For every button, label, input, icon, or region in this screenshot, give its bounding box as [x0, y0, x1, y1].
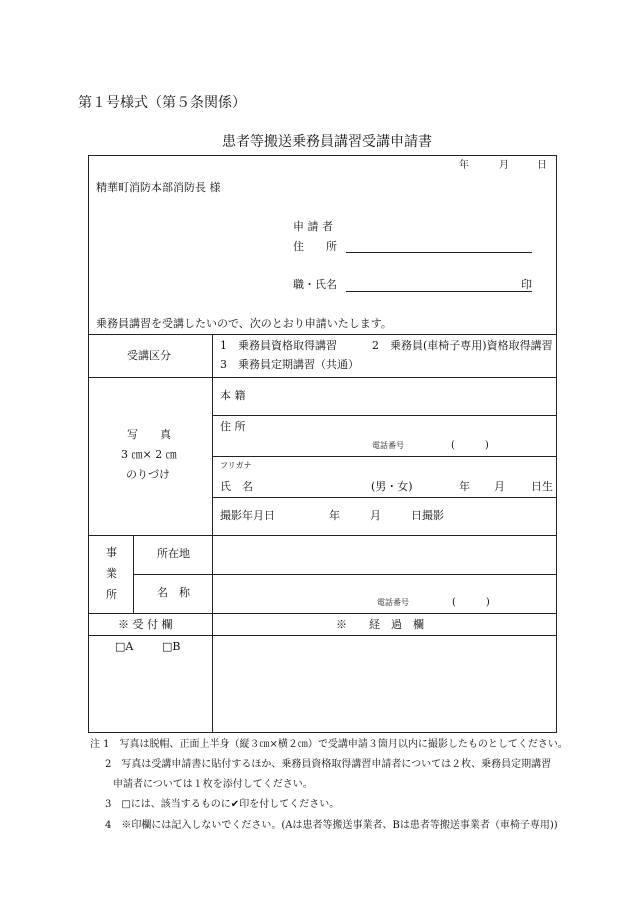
birth-day: 日生: [531, 480, 553, 493]
reception-header-bottom-line: [88, 635, 557, 636]
office-side-3: 所: [106, 588, 117, 601]
date-year: 年: [459, 160, 469, 171]
progress-label: ※ 経 過 欄: [336, 618, 424, 631]
birth-year: 年: [459, 480, 470, 493]
name-underline: [346, 291, 532, 292]
checkbox-b[interactable]: □B: [162, 640, 181, 653]
personal-top-line: [88, 377, 557, 378]
addressee: 精華町消防本部消防長 様: [96, 181, 221, 194]
gender-choice: (男・女): [371, 480, 413, 493]
seal-mark: 印: [521, 278, 532, 291]
applicant-name-label: 職・氏名: [293, 278, 337, 291]
main-vertical-divider: [212, 334, 213, 733]
photo-label: 写 真: [127, 428, 171, 441]
office-middle-line: [133, 574, 557, 575]
date-day: 日: [537, 160, 547, 171]
office-side-1: 事: [106, 546, 117, 559]
office-side-2: 業: [106, 567, 117, 580]
date-month: 月: [499, 160, 509, 171]
photo-glue: のりづけ: [126, 468, 170, 481]
office-phone-parens: ( ): [452, 597, 490, 608]
photo-year: 年: [329, 509, 340, 522]
photo-month: 月: [370, 509, 381, 522]
domicile-label: 本 籍: [220, 389, 246, 402]
reception-top-line: [88, 613, 557, 614]
note-2-cont: 申請者については１枚を添付してください。: [113, 779, 313, 790]
furigana-label: フリガナ: [220, 461, 252, 470]
course-label: 受講区分: [127, 349, 171, 362]
domicile-bottom-line: [212, 415, 557, 416]
reception-label: ※ 受 付 欄: [118, 618, 173, 631]
personal-phone-label: 電話番号: [372, 441, 404, 450]
document-title: 患者等搬送乗務員講習受講申請書: [222, 134, 432, 150]
personal-address-label: 住 所: [220, 420, 246, 433]
course-option-1: 1 乗務員資格取得講習: [220, 339, 337, 352]
checkbox-a[interactable]: □A: [115, 640, 134, 653]
address-underline: [346, 252, 532, 253]
photo-day: 日撮影: [411, 509, 444, 522]
personal-phone-parens: ( ): [451, 440, 489, 451]
address-bottom-line: [212, 456, 557, 457]
office-name-label: 名 称: [157, 586, 190, 599]
note-4: 4 ※印欄には記入しないでください。(Aは患者等搬送事業者、Bは患者等搬送事業者（車椅子専用)): [105, 820, 558, 831]
course-top-line: [88, 334, 557, 335]
birth-month: 月: [494, 480, 505, 493]
name-bottom-line: [212, 497, 557, 498]
form-number: 第１号様式（第５条関係）: [78, 95, 246, 111]
note-1: 注 1 写真は脱帽、正面上半身（縦３㎝×横２㎝）で受講申請３箇月以内に撮影したものとしてください。: [90, 739, 568, 750]
applicant-address-label: 住 所: [293, 240, 337, 253]
personal-name-label: 氏 名: [220, 480, 253, 493]
office-top-line: [88, 535, 557, 536]
photo-size: 3 ㎝× 2 ㎝: [121, 448, 177, 461]
photo-date-label: 撮影年月日: [220, 509, 275, 522]
application-statement: 乗務員講習を受講したいので、次のとおり申請いたします。: [96, 317, 392, 330]
note-2: 2 写真は受講申請書に貼付するほか、乗務員資格取得講習申請者については２枚、乗務員定期講習: [105, 759, 552, 770]
office-phone-label: 電話番号: [377, 598, 409, 607]
office-location-label: 所在地: [157, 547, 190, 560]
course-option-3: 3 乗務員定期講習（共通）: [220, 358, 359, 371]
note-3: 3 □には、該当するものに✔印を付してください。: [105, 799, 340, 810]
course-option-2: 2 乗務員(車椅子専用)資格取得講習: [372, 339, 553, 352]
applicant-heading: 申 請 者: [293, 220, 333, 233]
